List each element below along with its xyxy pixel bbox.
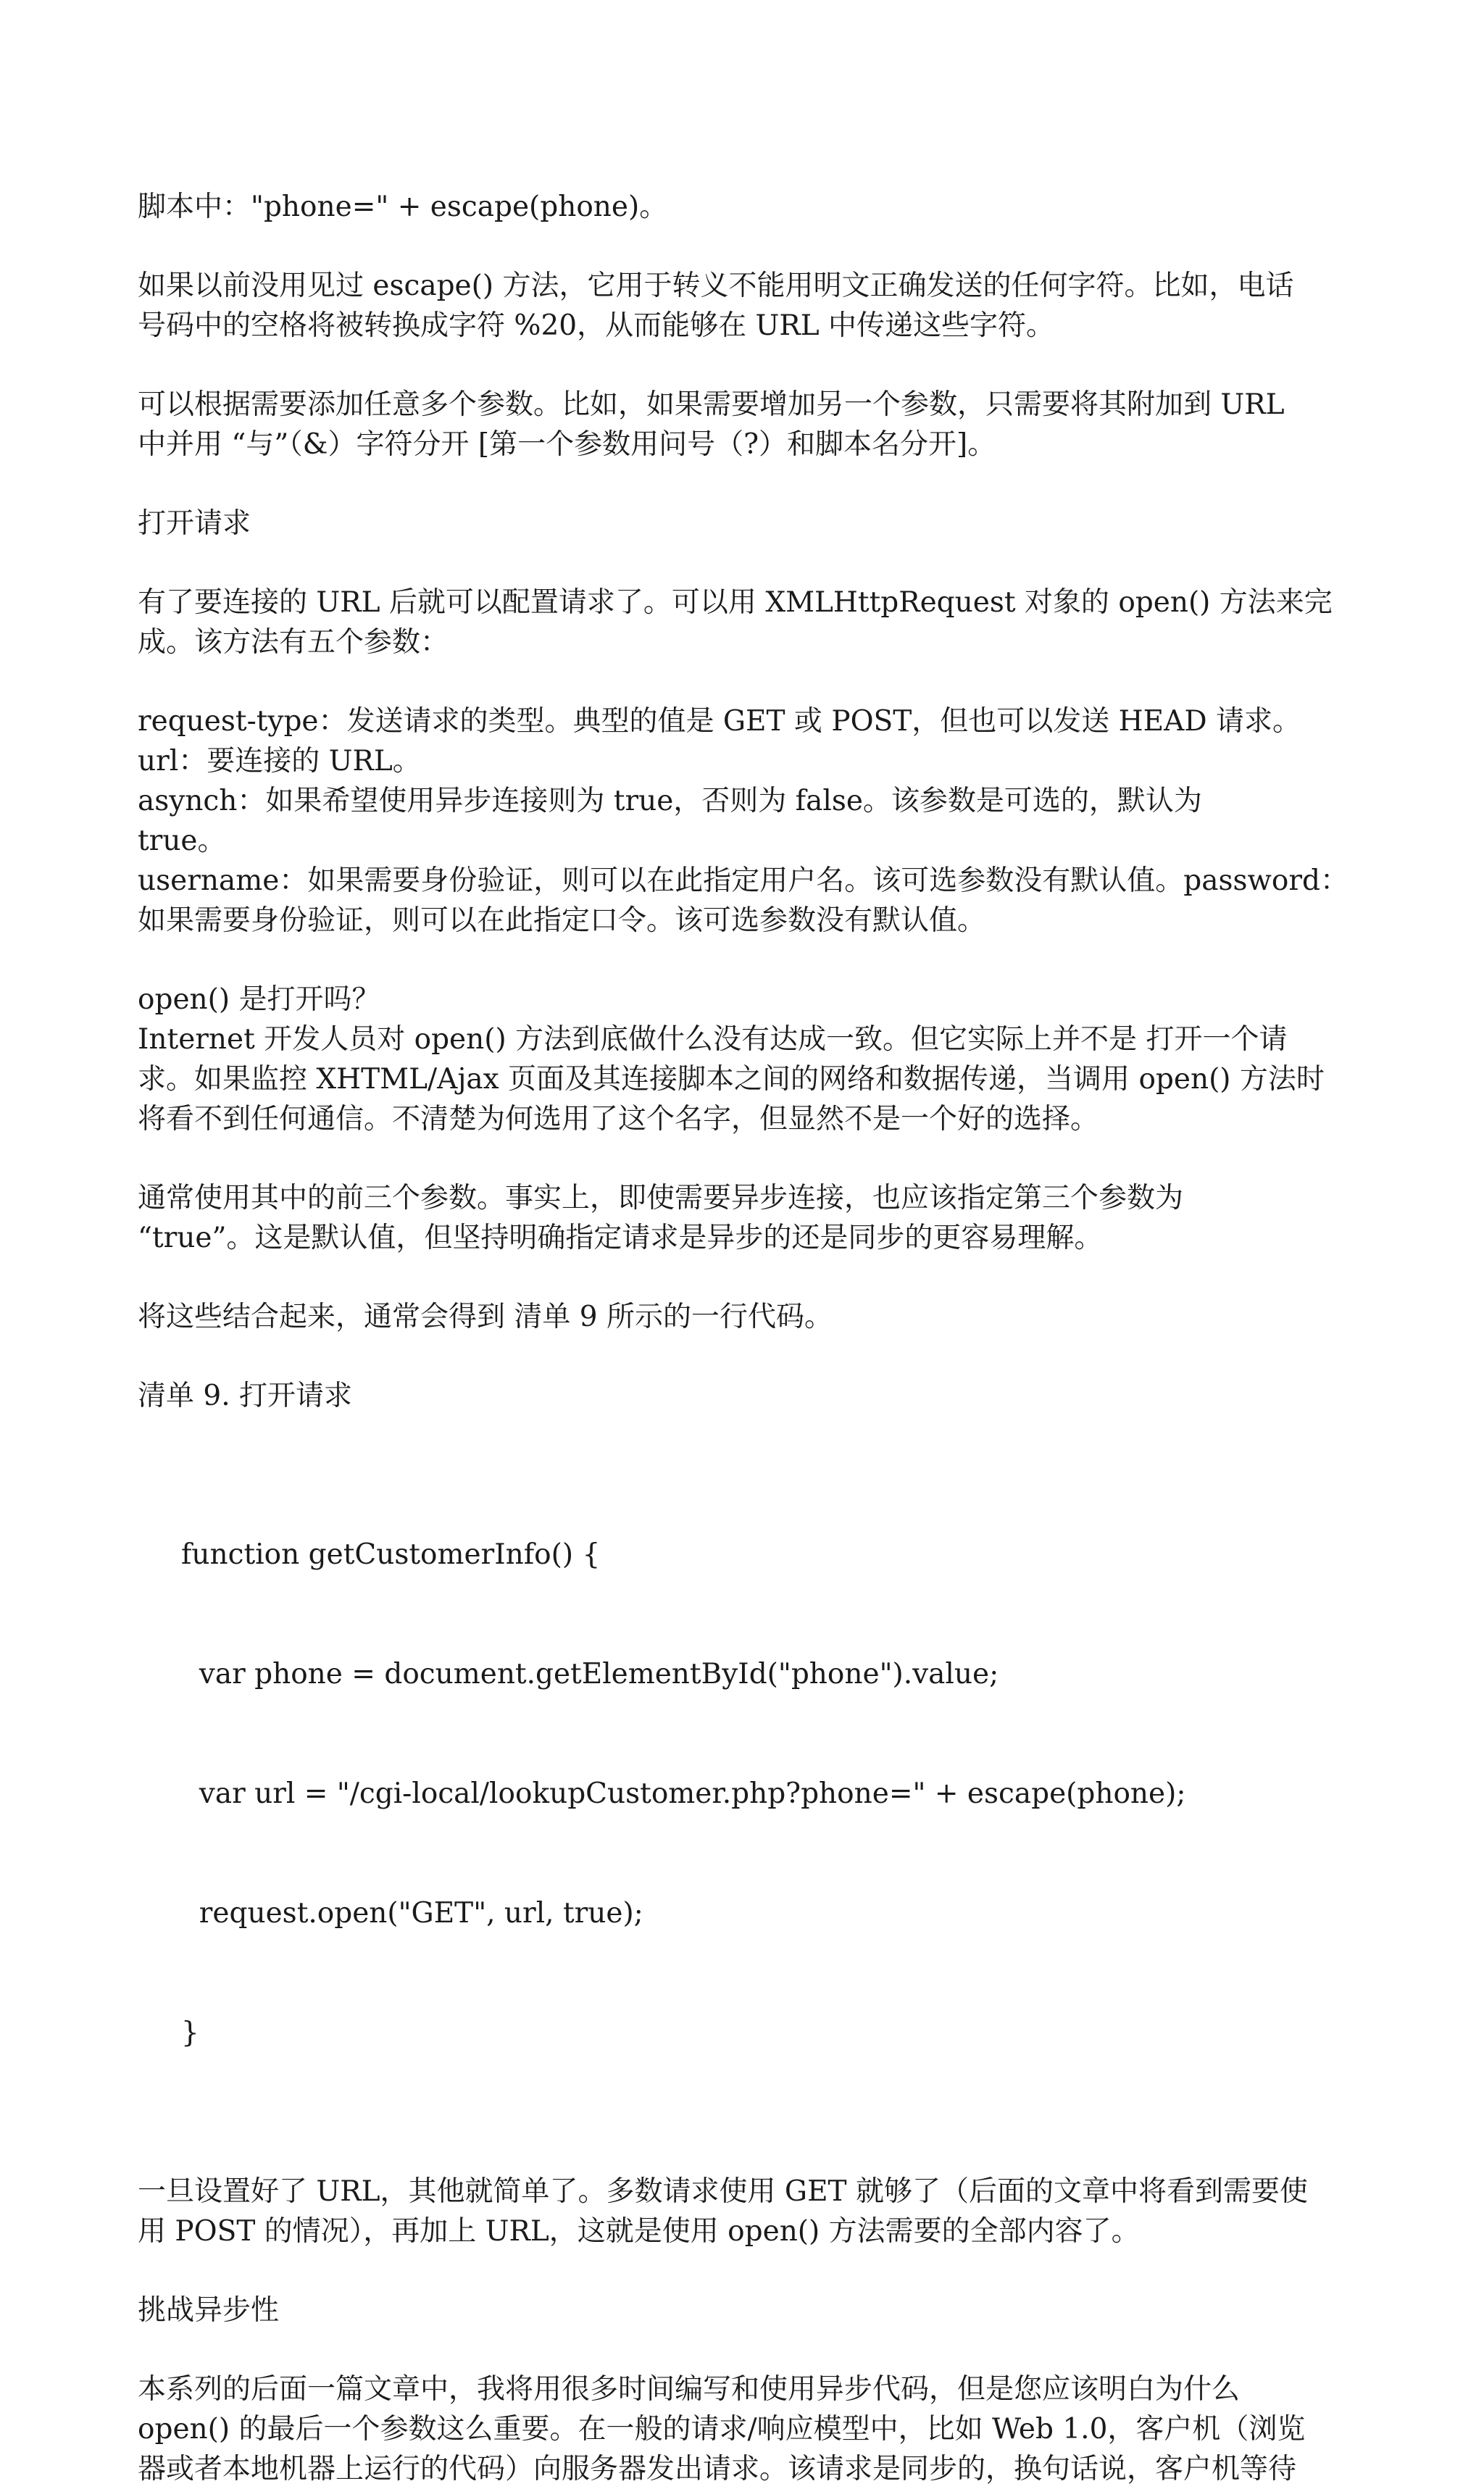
param-line: url：要连接的 URL。 <box>138 745 421 777</box>
section-heading-async-challenge <box>138 2290 1355 2330</box>
document-page <box>138 187 1355 2489</box>
heading-text: 挑战异步性 <box>138 2294 280 2327</box>
param-line: asynch：如果希望使用异步连接则为 true，否则为 false。该参数是可选的，默认为 <box>138 785 1202 817</box>
text-line: 求。如果监控 XHTML/Ajax 页面及其连接脚本之间的网络和数据传递，当调用 open() 方法时 <box>138 1063 1325 1096</box>
text-line: 脚本中："phone=" + escape(phone)。 <box>138 191 668 223</box>
heading-text: 打开请求 <box>138 507 251 540</box>
sidebar-open-question <box>138 980 1355 1139</box>
parameter-list <box>138 701 1355 941</box>
text-line: 中并用 “与”（&）字符分开 [第一个参数用问号（?）和脚本名分开]。 <box>138 428 996 461</box>
paragraph-get-post <box>138 2172 1355 2251</box>
param-line: 如果需要身份验证，则可以在此指定口令。该可选参数没有默认值。 <box>138 904 986 937</box>
code-line: } <box>181 2017 199 2049</box>
code-line: function getCustomerInfo() { <box>181 1538 601 1571</box>
listing-caption: 清单 9. 打开请求 <box>138 1380 353 1412</box>
text-line: 器或者本地机器上运行的代码）向服务器发出请求。该请求是同步的，换句话说，客户机等待 <box>138 2453 1297 2485</box>
text-line: 有了要连接的 URL 后就可以配置请求了。可以用 XMLHttpRequest 对象的 open() 方法来完 <box>138 586 1333 619</box>
paragraph-multiple-params <box>138 385 1355 464</box>
code-listing <box>138 1455 1355 2132</box>
section-heading-open-request <box>138 504 1355 543</box>
paragraph-configure-request <box>138 583 1355 662</box>
text-line: 一旦设置好了 URL，其他就简单了。多数请求使用 GET 就够了（后面的文章中将看到需要使 <box>138 2175 1308 2208</box>
code-line: request.open("GET", url, true); <box>181 1897 643 1930</box>
text-line: 成。该方法有五个参数： <box>138 626 449 659</box>
text-line: 将看不到任何通信。不清楚为何选用了这个名字，但显然不是一个好的选择。 <box>138 1103 1099 1135</box>
text-line: 可以根据需要添加任意多个参数。比如，如果需要增加另一个参数，只需要将其附加到 URL <box>138 388 1285 421</box>
paragraph-escape-method <box>138 266 1355 346</box>
param-line: username：如果需要身份验证，则可以在此指定用户名。该可选参数没有默认值。password： <box>138 864 1349 897</box>
paragraph-async-intro <box>138 2369 1355 2489</box>
text-line: open() 的最后一个参数这么重要。在一般的请求/响应模型中，比如 Web 1.0，客户机（浏览 <box>138 2413 1306 2446</box>
param-line: true。 <box>138 825 226 857</box>
sidebar-title: open() 是打开吗？ <box>138 983 380 1016</box>
code-line: var url = "/cgi-local/lookupCustomer.php?phone=" + escape(phone); <box>181 1777 1186 1810</box>
text-line: 用 POST 的情况），再加上 URL，这就是使用 open() 方法需要的全部内容了。 <box>138 2215 1140 2248</box>
paragraph-combine <box>138 1297 1355 1337</box>
text-line: 本系列的后面一篇文章中，我将用很多时间编写和使用异步代码，但是您应该明白为什么 <box>138 2373 1241 2406</box>
paragraph-first-three-params <box>138 1178 1355 1258</box>
listing-title <box>138 1376 1355 1416</box>
code-line: var phone = document.getElementById("phone").value; <box>181 1658 999 1690</box>
text-line: 通常使用其中的前三个参数。事实上，即使需要异步连接，也应该指定第三个参数为 <box>138 1182 1184 1214</box>
text-line: 如果以前没用见过 escape() 方法，它用于转义不能用明文正确发送的任何字符。比如，电话 <box>138 270 1294 302</box>
text-line: 将这些结合起来，通常会得到 清单 9 所示的一行代码。 <box>138 1301 833 1333</box>
param-line: request-type：发送请求的类型。典型的值是 GET 或 POST，但也可以发送 HEAD 请求。 <box>138 705 1301 738</box>
text-line: “true”。这是默认值，但坚持明确指定请求是异步的还是同步的更容易理解。 <box>138 1222 1103 1254</box>
text-line: Internet 开发人员对 open() 方法到底做什么没有达成一致。但它实际上并不是 打开一个请 <box>138 1023 1288 1056</box>
text-line: 号码中的空格将被转换成字符 %20，从而能够在 URL 中传递这些字符。 <box>138 309 1055 342</box>
paragraph-script-param <box>138 187 1355 227</box>
